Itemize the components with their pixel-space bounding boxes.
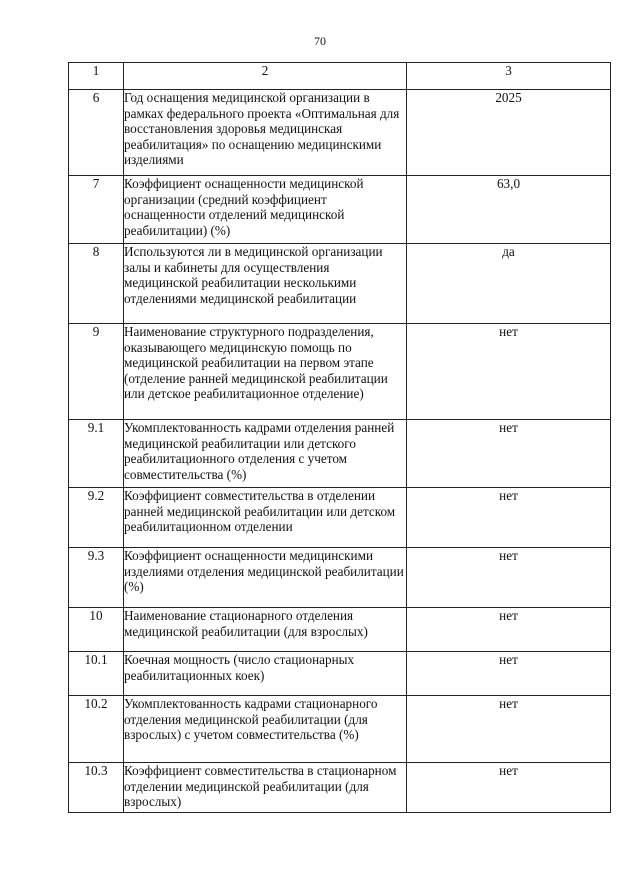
row-value: нет <box>407 652 611 696</box>
row-description: Используются ли в медицинской организации залы и кабинеты для осуществления медицинской реабилитации несколькими отделениями медицинской реабилитации <box>124 244 407 324</box>
row-number: 10.3 <box>69 763 124 813</box>
table-row <box>69 763 611 813</box>
table-row <box>69 696 611 763</box>
data-table <box>68 62 611 813</box>
row-number: 9.1 <box>69 420 124 488</box>
row-description: Коечная мощность (число стационарных реабилитационных коек) <box>124 652 407 696</box>
row-value: нет <box>407 548 611 608</box>
table-row <box>69 652 611 696</box>
row-value: нет <box>407 488 611 548</box>
row-number: 10 <box>69 608 124 652</box>
row-description: Коэффициент совместительства в стационарном отделении медицинской реабилитации (для взрослых) <box>124 763 407 813</box>
row-value: нет <box>407 420 611 488</box>
table-row <box>69 324 611 420</box>
row-description: Год оснащения медицинской организации в рамках федерального проекта «Оптимальная для восстановления здоровья медицинская реабилитация» по оснащению медицинскими изделиями <box>124 90 407 176</box>
table-row <box>69 176 611 244</box>
table-row <box>69 90 611 176</box>
column-header-3: 3 <box>407 63 611 90</box>
row-description: Наименование стационарного отделения медицинской реабилитации (для взрослых) <box>124 608 407 652</box>
row-number: 9.3 <box>69 548 124 608</box>
table-row <box>69 548 611 608</box>
row-description: Укомплектованность кадрами отделения ранней медицинской реабилитации или детского реабилитационного отделения с учетом совместительства (%) <box>124 420 407 488</box>
row-description: Коэффициент оснащенности медицинскими изделиями отделения медицинской реабилитации (%) <box>124 548 407 608</box>
row-description: Коэффициент совместительства в отделении ранней медицинской реабилитации или детском реабилитационном отделении <box>124 488 407 548</box>
row-value: нет <box>407 608 611 652</box>
column-header-2: 2 <box>124 63 407 90</box>
row-number: 8 <box>69 244 124 324</box>
row-number: 7 <box>69 176 124 244</box>
row-number: 6 <box>69 90 124 176</box>
row-number: 9.2 <box>69 488 124 548</box>
row-value: 63,0 <box>407 176 611 244</box>
column-header-1: 1 <box>69 63 124 90</box>
page-number: 70 <box>314 34 326 48</box>
table-row <box>69 608 611 652</box>
table-row <box>69 244 611 324</box>
row-number: 10.1 <box>69 652 124 696</box>
row-value: нет <box>407 696 611 763</box>
table-header-row <box>69 63 611 90</box>
row-value: нет <box>407 324 611 420</box>
row-number: 9 <box>69 324 124 420</box>
table-row <box>69 420 611 488</box>
row-value: нет <box>407 763 611 813</box>
row-description: Коэффициент оснащенности медицинской организации (средний коэффициент оснащенности отделений медицинской реабилитации) (%) <box>124 176 407 244</box>
row-number: 10.2 <box>69 696 124 763</box>
row-value: 2025 <box>407 90 611 176</box>
row-value: да <box>407 244 611 324</box>
row-description: Укомплектованность кадрами стационарного отделения медицинской реабилитации (для взрослых) с учетом совместительства (%) <box>124 696 407 763</box>
table-row <box>69 488 611 548</box>
row-description: Наименование структурного подразделения, оказывающего медицинскую помощь по медицинской реабилитации на первом этапе (отделение ранней медицинской реабилитации или детское реабилитационное отделение) <box>124 324 407 420</box>
